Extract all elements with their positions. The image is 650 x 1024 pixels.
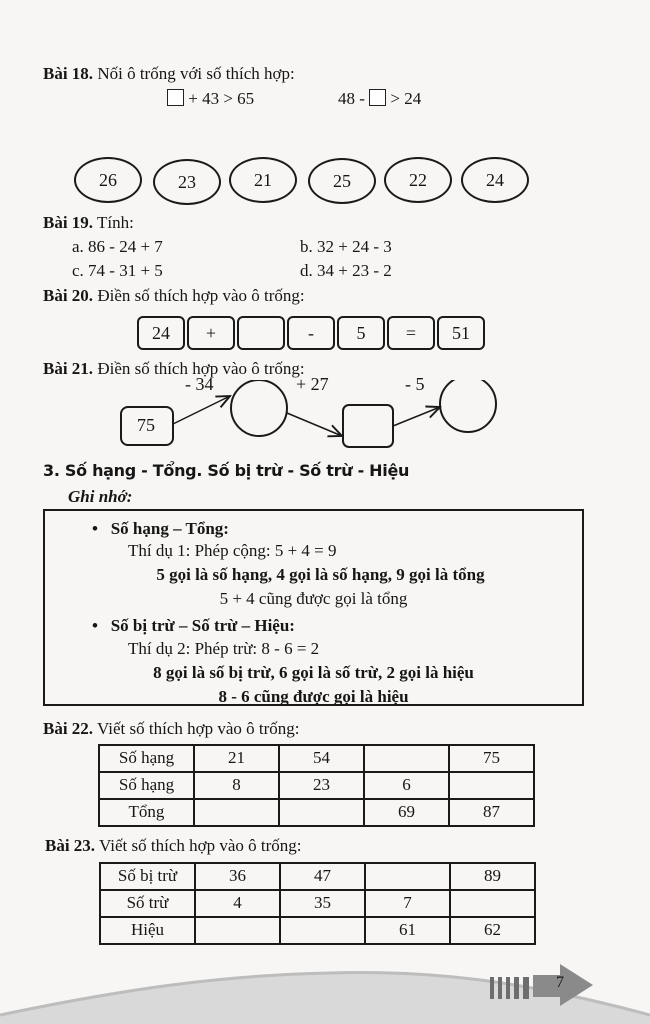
table-cell[interactable] xyxy=(449,772,534,799)
expression-b: b. 32 + 24 - 3 xyxy=(300,237,392,256)
table-cell: 69 xyxy=(364,799,449,826)
table-cell: 8 xyxy=(194,772,279,799)
subtraction-table xyxy=(99,862,536,945)
table-cell[interactable] xyxy=(279,799,364,826)
bai23-heading: Bài 23. Viết số thích hợp vào ô trống: xyxy=(45,836,302,855)
table-cell: 89 xyxy=(450,863,535,890)
bai20-heading: Bài 20. Điền số thích hợp vào ô trống: xyxy=(43,286,305,305)
table-cell: 4 xyxy=(195,890,280,917)
table-cell: Số bị trừ xyxy=(100,863,195,890)
blank-box[interactable] xyxy=(237,316,285,350)
table-row xyxy=(100,890,535,917)
table-cell: 23 xyxy=(279,772,364,799)
number-circle[interactable]: 23 xyxy=(153,159,221,205)
page-number: 7 xyxy=(556,974,564,991)
blank-circle xyxy=(440,380,496,432)
expression-d: d. 34 + 23 - 2 xyxy=(300,261,392,280)
box: 5 xyxy=(337,316,385,350)
table-cell[interactable] xyxy=(195,917,280,944)
number-circle[interactable]: 25 xyxy=(308,158,376,204)
table-cell: 47 xyxy=(280,863,365,890)
exercise-number: Bài 18. xyxy=(43,64,94,83)
bullet-heading: • Số bị trừ – Số trừ – Hiệu: xyxy=(92,616,295,635)
blank-box[interactable] xyxy=(369,89,386,106)
table-cell: Tổng xyxy=(99,799,194,826)
table-row xyxy=(100,917,535,944)
bai19-heading: Bài 19. Tính: xyxy=(43,213,134,232)
table-cell: 75 xyxy=(449,745,534,772)
box: 24 xyxy=(137,316,185,350)
table-cell[interactable] xyxy=(364,745,449,772)
arrow-icon xyxy=(393,407,440,426)
operation-label: + 27 xyxy=(296,374,329,394)
addition-table xyxy=(98,744,535,827)
inequality-2: 48 - > 24 xyxy=(338,89,422,108)
number-circle[interactable]: 24 xyxy=(461,157,529,203)
table-row xyxy=(99,745,534,772)
box: + xyxy=(187,316,235,350)
table-cell[interactable] xyxy=(450,890,535,917)
table-cell: Số hạng xyxy=(99,745,194,772)
footer-wave xyxy=(0,955,650,1024)
example-line: Thí dụ 1: Phép cộng: 5 + 4 = 9 xyxy=(128,541,337,560)
table-row xyxy=(99,799,534,826)
number-circle[interactable]: 21 xyxy=(229,157,297,203)
table-cell: 54 xyxy=(279,745,364,772)
table-row xyxy=(100,863,535,890)
table-cell: 62 xyxy=(450,917,535,944)
operation-label: - 34 xyxy=(185,374,214,394)
box: - xyxy=(287,316,335,350)
table-cell: 87 xyxy=(449,799,534,826)
explanation-line: 8 gọi là số bị trừ, 6 gọi là số trừ, 2 gọi là hiệu xyxy=(153,663,474,682)
blank-box[interactable] xyxy=(167,89,184,106)
bai18-heading xyxy=(43,64,295,84)
box: = xyxy=(387,316,435,350)
blank-box xyxy=(343,405,393,447)
table-cell: 35 xyxy=(280,890,365,917)
start-value: 75 xyxy=(137,415,155,435)
operation-label: - 5 xyxy=(405,374,425,394)
explanation-line: 5 + 4 cũng được gọi là tổng xyxy=(219,589,408,608)
equation-boxes xyxy=(137,316,487,350)
table-cell: Hiệu xyxy=(100,917,195,944)
box: 51 xyxy=(437,316,485,350)
bai21-heading: Bài 21. Điền số thích hợp vào ô trống: xyxy=(43,359,305,378)
bullet-heading: • Số hạng – Tổng: xyxy=(92,519,229,538)
table-cell: Số hạng xyxy=(99,772,194,799)
explanation-line: 8 - 6 cũng được gọi là hiệu xyxy=(218,687,409,706)
table-cell[interactable] xyxy=(194,799,279,826)
instruction: Nối ô trống với số thích hợp: xyxy=(97,64,295,83)
ghi-nho-label: Ghi nhớ: xyxy=(68,487,133,506)
arrow-icon xyxy=(287,413,342,436)
table-cell: 21 xyxy=(194,745,279,772)
bai22-heading: Bài 22. Viết số thích hợp vào ô trống: xyxy=(43,719,300,738)
table-cell: 61 xyxy=(365,917,450,944)
blank-circle xyxy=(231,380,287,436)
table-cell: 7 xyxy=(365,890,450,917)
inequality-1: + 43 > 65 xyxy=(167,89,254,109)
table-cell: 36 xyxy=(195,863,280,890)
section-heading: 3. Số hạng - Tổng. Số bị trừ - Số trừ - Hiệu xyxy=(43,461,410,480)
expression-c: c. 74 - 31 + 5 xyxy=(72,261,163,280)
table-cell[interactable] xyxy=(365,863,450,890)
explanation-line: 5 gọi là số hạng, 4 gọi là số hạng, 9 gọi là tổng xyxy=(156,565,485,584)
number-circle[interactable]: 26 xyxy=(74,157,142,203)
table-cell[interactable] xyxy=(280,917,365,944)
table-row xyxy=(99,772,534,799)
table-cell: Số trừ xyxy=(100,890,195,917)
number-circle[interactable]: 22 xyxy=(384,157,452,203)
arrow-icon xyxy=(173,396,230,424)
table-cell: 6 xyxy=(364,772,449,799)
example-line: Thí dụ 2: Phép trừ: 8 - 6 = 2 xyxy=(128,639,320,658)
expression-a: a. 86 - 24 + 7 xyxy=(72,237,163,256)
